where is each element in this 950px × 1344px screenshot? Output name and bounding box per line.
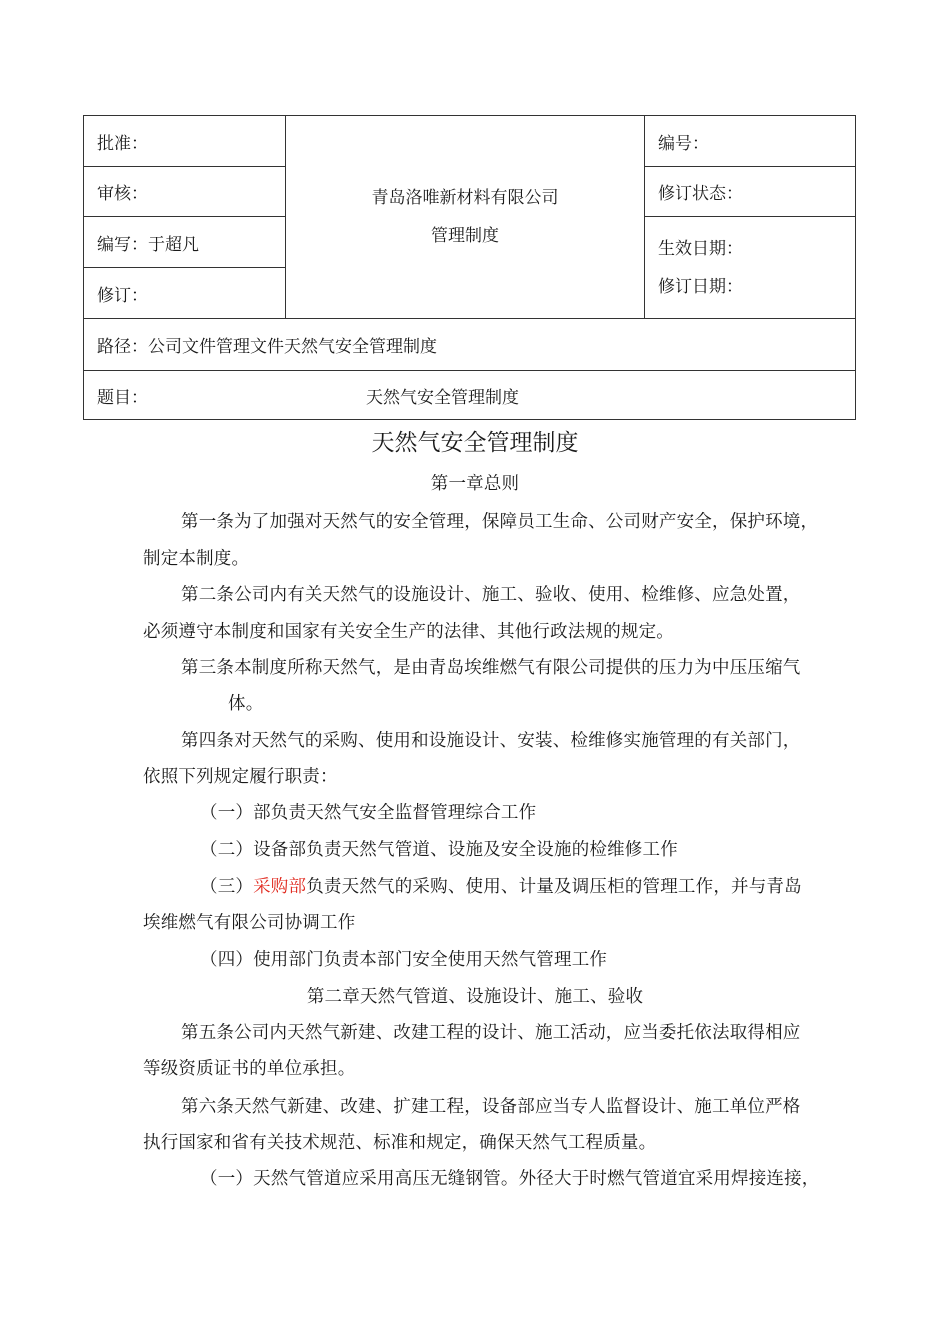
- article-4-line-2: 依照下列规定履行职责：: [143, 767, 338, 787]
- duty-item-1: （一）部负责天然气安全监督管理综合工作: [200, 803, 537, 823]
- article-3-line-2: 体。: [228, 694, 264, 714]
- duty-item-3-line-2: 埃维燃气有限公司协调工作: [143, 913, 356, 933]
- article-2-line-2: 必须遵守本制度和国家有关安全生产的法律、其他行政法规的规定。: [143, 622, 674, 642]
- article-6-line-1: 第六条天然气新建、改建、扩建工程，设备部应当专人监督设计、施工单位严格: [181, 1097, 801, 1117]
- path-cell: 路径：公司文件管理文件天然气安全管理制度: [84, 319, 856, 371]
- company-name: 青岛洛唯新材料有限公司: [371, 188, 559, 208]
- duty-item-3-prefix: （三）: [200, 877, 254, 897]
- subject-label: 题目：: [97, 387, 148, 408]
- approve-cell: 批准：: [84, 116, 286, 167]
- duty-item-4: （四）使用部门负责本部门安全使用天然气管理工作: [200, 950, 608, 970]
- document-header-table: [83, 115, 856, 420]
- review-cell: 审核：: [84, 167, 286, 217]
- purchasing-dept-highlight: 采购部: [253, 877, 307, 897]
- company-cell: [286, 116, 645, 319]
- article-4-line-1: 第四条对天然气的采购、使用和设施设计、安装、检维修实施管理的有关部门，: [181, 731, 801, 751]
- revision-status-cell: 修订状态：: [645, 167, 856, 217]
- duty-item-2: （二）设备部负责天然气管道、设施及安全设施的检维修工作: [200, 840, 678, 860]
- article-1-line-1: 第一条为了加强对天然气的安全管理，保障员工生命、公司财产安全，保护环境，: [181, 512, 819, 532]
- article-1-line-2: 制定本制度。: [143, 549, 250, 569]
- revision-date: 修订日期：: [658, 276, 743, 297]
- subject-cell: [84, 371, 856, 420]
- dates-cell: [645, 217, 856, 319]
- duty-item-3-line-1: [200, 873, 802, 898]
- subject-title: 天然气安全管理制度: [366, 387, 519, 408]
- article-6-line-2: 执行国家和省有关技术规范、标准和规定，确保天然气工程质量。: [143, 1133, 657, 1153]
- chapter-1-heading: 第一章总则: [430, 474, 520, 494]
- article-5-line-2: 等级资质证书的单位承担。: [143, 1059, 356, 1079]
- written-cell: 编写：于超凡: [84, 217, 286, 268]
- chapter-2-heading: 第二章天然气管道、设施设计、施工、验收: [306, 987, 644, 1007]
- article-6-item-1: （一）天然气管道应采用高压无缝钢管。外径大于时燃气管道宜采用焊接连接，: [200, 1169, 820, 1189]
- duty-item-3-rest: 负责天然气的采购、使用、计量及调压柜的管理工作，并与青岛: [306, 877, 802, 897]
- article-5-line-1: 第五条公司内天然气新建、改建工程的设计、施工活动，应当委托依法取得相应: [181, 1023, 801, 1043]
- document-title: 天然气安全管理制度: [371, 430, 579, 456]
- article-3-line-1: 第三条本制度所称天然气，是由青岛埃维燃气有限公司提供的压力为中压压缩气: [181, 658, 801, 678]
- effective-date: 生效日期：: [658, 238, 743, 259]
- doc-number-cell: 编号：: [645, 116, 856, 167]
- article-2-line-1: 第二条公司内有关天然气的设施设计、施工、验收、使用、检维修、应急处置，: [181, 585, 801, 605]
- doc-type: 管理制度: [431, 226, 499, 246]
- revise-cell: 修订：: [84, 268, 286, 319]
